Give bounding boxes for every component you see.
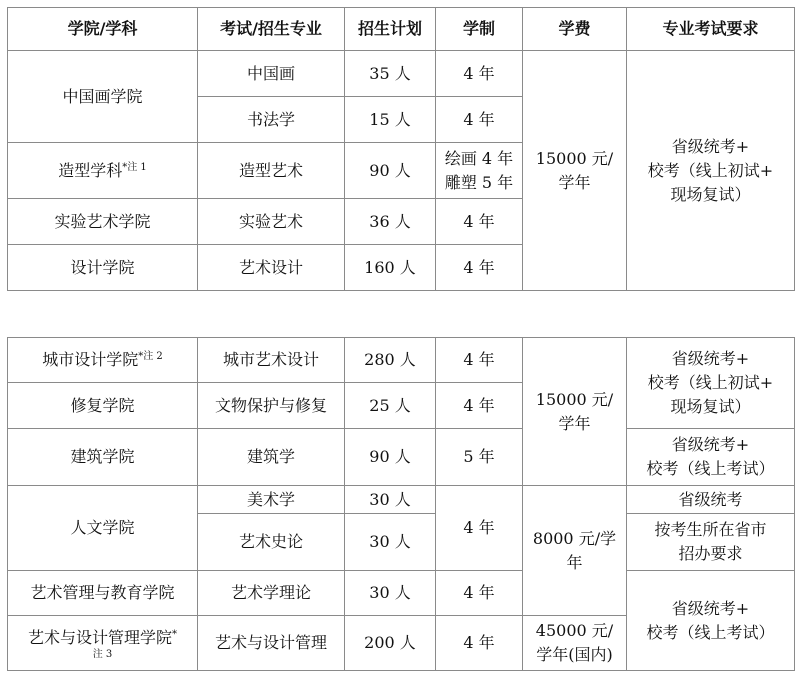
plan-cell: 30 人 <box>345 486 436 514</box>
college-cell: 建筑学院 <box>8 429 198 486</box>
tuition-cell: 15000 元/ 学年 <box>523 51 627 291</box>
major-cell: 艺术设计 <box>198 245 345 291</box>
college-name: 造型学科 <box>58 160 123 180</box>
plan-cell: 90 人 <box>345 143 436 199</box>
plan-cell: 30 人 <box>345 571 436 616</box>
college-cell <box>8 616 198 671</box>
footnote-mark: * <box>172 629 177 640</box>
college-cell: 人文学院 <box>8 486 198 571</box>
header-duration: 学制 <box>436 8 523 51</box>
admission-table-2 <box>7 337 795 671</box>
duration-cell: 4 年 <box>436 486 523 571</box>
header-tuition: 学费 <box>523 8 627 51</box>
tuition-cell: 45000 元/ 学年(国内) <box>523 616 627 671</box>
header-exam: 专业考试要求 <box>627 8 795 51</box>
footnote-mark: *注 1 <box>122 161 147 173</box>
duration-cell: 4 年 <box>436 571 523 616</box>
plan-cell: 36 人 <box>345 199 436 245</box>
major-cell: 实验艺术 <box>198 199 345 245</box>
major-cell: 书法学 <box>198 97 345 143</box>
plan-cell: 160 人 <box>345 245 436 291</box>
exam-requirement-cell: 省级统考+ 校考（线上考试） <box>627 571 795 671</box>
college-cell: 设计学院 <box>8 245 198 291</box>
duration-cell: 4 年 <box>436 383 523 429</box>
footnote-mark: 注 3 <box>92 649 113 660</box>
tuition-cell: 15000 元/ 学年 <box>523 338 627 486</box>
exam-requirement-cell: 按考生所在省市 招办要求 <box>627 514 795 571</box>
duration-cell: 5 年 <box>436 429 523 486</box>
tuition-cell: 8000 元/学 年 <box>523 486 627 616</box>
plan-cell: 30 人 <box>345 514 436 571</box>
exam-requirement-cell: 省级统考 <box>627 486 795 514</box>
major-cell: 美术学 <box>198 486 345 514</box>
duration-cell: 4 年 <box>436 245 523 291</box>
major-cell: 艺术与设计管理 <box>198 616 345 671</box>
exam-requirement-cell: 省级统考+ 校考（线上初试+ 现场复试） <box>627 338 795 429</box>
header-major: 考试/招生专业 <box>198 8 345 51</box>
major-cell: 文物保护与修复 <box>198 383 345 429</box>
college-cell: 艺术管理与教育学院 <box>8 571 198 616</box>
plan-cell: 15 人 <box>345 97 436 143</box>
duration-cell: 4 年 <box>436 199 523 245</box>
major-cell: 造型艺术 <box>198 143 345 199</box>
major-cell: 艺术学理论 <box>198 571 345 616</box>
duration-cell: 4 年 <box>436 51 523 97</box>
plan-cell: 280 人 <box>345 338 436 383</box>
header-college: 学院/学科 <box>8 8 198 51</box>
college-cell <box>8 143 198 199</box>
major-cell: 艺术史论 <box>198 514 345 571</box>
exam-requirement-cell: 省级统考+ 校考（线上考试） <box>627 429 795 486</box>
major-cell: 建筑学 <box>198 429 345 486</box>
duration-cell: 4 年 <box>436 97 523 143</box>
major-cell: 城市艺术设计 <box>198 338 345 383</box>
college-cell <box>8 338 198 383</box>
college-name: 艺术与设计管理学院 <box>27 628 172 647</box>
major-cell: 中国画 <box>198 51 345 97</box>
plan-cell: 35 人 <box>345 51 436 97</box>
duration-cell: 4 年 <box>436 616 523 671</box>
college-cell: 实验艺术学院 <box>8 199 198 245</box>
plan-cell: 200 人 <box>345 616 436 671</box>
admission-table-1 <box>7 7 795 291</box>
college-name: 城市设计学院 <box>42 350 139 369</box>
plan-cell: 90 人 <box>345 429 436 486</box>
exam-requirement-cell: 省级统考+ 校考（线上初试+ 现场复试） <box>627 51 795 291</box>
header-plan: 招生计划 <box>345 8 436 51</box>
duration-cell: 绘画 4 年 雕塑 5 年 <box>436 143 523 199</box>
duration-cell: 4 年 <box>436 338 523 383</box>
footnote-mark: *注 2 <box>138 351 163 362</box>
college-cell: 修复学院 <box>8 383 198 429</box>
plan-cell: 25 人 <box>345 383 436 429</box>
college-cell: 中国画学院 <box>8 51 198 143</box>
